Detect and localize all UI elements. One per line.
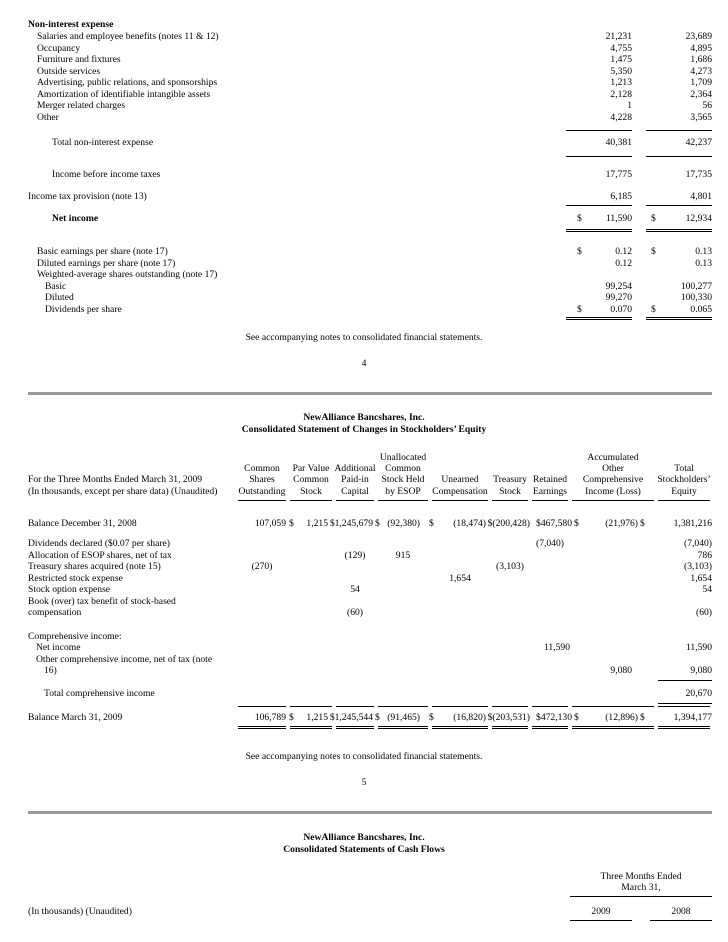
- footnote: See accompanying notes to consolidated financial statements.: [245, 332, 483, 343]
- double-rule: [566, 317, 632, 320]
- expense-2008: 2,364: [690, 88, 712, 100]
- rule: [378, 500, 428, 501]
- eps-label: Basic earnings per share (note 17): [37, 246, 168, 257]
- balance-cell: 107,059: [254, 518, 286, 529]
- footnote: See accompanying notes to consolidated financial statements.: [245, 751, 483, 762]
- activity-unearned: 1,654: [449, 572, 471, 584]
- rule: [658, 500, 710, 501]
- rule: [566, 156, 632, 157]
- balance-cell: $: [289, 518, 294, 529]
- balance-cell: $: [429, 712, 434, 723]
- rule: [336, 706, 374, 707]
- column-header: Treasury: [493, 474, 527, 485]
- expense-2008: 1,709: [690, 77, 712, 88]
- rule: [566, 130, 632, 131]
- expense-2008: 3,565: [690, 111, 712, 123]
- balance-cell: $: [574, 518, 579, 529]
- rule: [336, 500, 374, 501]
- period-line-1: For the Three Months Ended March 31, 2009: [28, 474, 203, 485]
- ibt-2008: 17,735: [685, 169, 712, 180]
- rule: [290, 706, 332, 707]
- eps-2009: 0.12: [615, 257, 632, 269]
- column-header: Income (Loss): [585, 486, 641, 497]
- expense-2009: 2,128: [610, 88, 632, 100]
- balance-cell: $: [429, 518, 434, 529]
- balance-cell: $(200,428): [487, 518, 530, 529]
- column-header: Stock Held: [381, 474, 425, 485]
- noninterest-header: Non-interest expense: [28, 19, 114, 30]
- net-income-label: Net income: [52, 213, 99, 224]
- rule: [572, 706, 654, 707]
- expense-label: Occupancy: [37, 42, 81, 54]
- column-header: Stock: [499, 486, 521, 497]
- column-header: Earnings: [532, 486, 568, 497]
- eps-2008: 100,330: [680, 292, 712, 303]
- rule: [572, 500, 654, 501]
- activity-treasury: (3,103): [496, 561, 524, 572]
- expense-label: Outside services: [37, 65, 101, 77]
- balance-cell: (92,380): [387, 518, 420, 529]
- column-header: Common: [293, 474, 329, 485]
- tax-2008: 4,801: [690, 191, 712, 202]
- statement-title: Consolidated Statements of Cash Flows: [283, 844, 445, 855]
- double-rule: [336, 726, 374, 729]
- page-separator: [28, 811, 712, 814]
- period-line-2: (In thousands, except per share data) (Unaudited): [28, 486, 218, 497]
- column-header: Capital: [341, 486, 369, 497]
- rule: [492, 500, 528, 501]
- expense-2009: 1,213: [610, 77, 632, 88]
- activity-esop: 915: [395, 549, 411, 561]
- column-header: Total: [674, 463, 694, 474]
- rule: [290, 500, 332, 501]
- rule: [650, 920, 712, 921]
- activity-total: (60): [696, 607, 712, 618]
- expense-2008: 4,273: [690, 65, 712, 77]
- column-header: Compensation: [432, 486, 488, 497]
- expense-2008: 23,689: [685, 31, 712, 42]
- column-header: Unearned: [441, 474, 479, 485]
- rule: [532, 706, 568, 707]
- eps-currency-2009: $: [577, 246, 582, 257]
- column-header: Unallocated: [379, 452, 427, 463]
- eps-label: Diluted: [45, 292, 74, 303]
- balance-cell: (16,820): [453, 712, 486, 723]
- double-rule: [290, 726, 332, 729]
- net-income-2009: 11,590: [605, 213, 632, 224]
- balance-cell: 1,215: [306, 518, 328, 529]
- net-income-2008: 12,934: [685, 213, 712, 224]
- rule: [570, 920, 632, 921]
- expense-label: Merger related charges: [37, 100, 126, 111]
- double-rule: [646, 317, 712, 320]
- expense-2009: 5,350: [610, 65, 632, 77]
- expense-label: Other: [37, 111, 59, 123]
- balance-cell: (18,474): [453, 518, 486, 529]
- balance-cell: $(203,531): [487, 712, 530, 723]
- units-label: (In thousands) (Unaudited): [28, 906, 132, 917]
- balance-mar-label: Balance March 31, 2009: [28, 712, 123, 723]
- ci-oci-aoci: 9,080: [610, 665, 632, 676]
- expense-2008: 4,895: [690, 42, 712, 54]
- expense-label: Amortization of identifiable intangible assets: [37, 88, 211, 100]
- eps-label: Diluted earnings per share (note 17): [37, 257, 176, 269]
- ci-oci-total: 9,080: [690, 665, 712, 676]
- page-number: 5: [361, 777, 367, 788]
- balance-cell: $467,580: [536, 518, 572, 529]
- column-header: Paid-in: [341, 474, 369, 485]
- net-income-currency-2008: $: [651, 213, 656, 224]
- activity-apic: 54: [350, 584, 360, 595]
- eps-2008: 100,277: [680, 280, 712, 292]
- balance-dec-label: Balance December 31, 2008: [28, 518, 137, 529]
- rule: [658, 680, 712, 681]
- net-income-currency-2009: $: [577, 213, 582, 224]
- activity-label: compensation: [28, 607, 82, 618]
- balance-cell: $: [640, 518, 645, 529]
- total-noninterest-2009: 40,381: [605, 137, 632, 148]
- total-noninterest-2008: 42,237: [685, 137, 712, 148]
- balance-cell: $: [574, 712, 579, 723]
- ci-total: 20,670: [685, 688, 712, 699]
- company-name: NewAlliance Bancshares, Inc.: [303, 832, 425, 843]
- ci-net-total: 11,590: [685, 642, 712, 653]
- eps-label: Dividends per share: [45, 303, 122, 315]
- expense-2008: 1,686: [690, 54, 712, 65]
- column-header: Shares: [249, 474, 275, 485]
- activity-total: (7,040): [684, 538, 712, 549]
- balance-cell: $1,245,679: [329, 518, 373, 529]
- column-header: Stock: [300, 486, 322, 497]
- column-header: Outstanding: [238, 486, 286, 497]
- expense-label: Furniture and fixtures: [37, 54, 121, 65]
- activity-label: Stock option expense: [28, 584, 111, 595]
- balance-cell: $: [640, 712, 645, 723]
- column-header: Par Value: [292, 463, 330, 474]
- activity-label: Restricted stock expense: [28, 572, 123, 584]
- statement-title: Consolidated Statement of Changes in Stockholders’ Equity: [241, 424, 487, 435]
- rule: [378, 706, 428, 707]
- period-line-2: March 31,: [621, 882, 661, 893]
- rule: [646, 130, 712, 131]
- balance-cell: $: [375, 712, 380, 723]
- balance-cell: 106,789: [254, 712, 286, 723]
- page-number: 4: [361, 358, 367, 369]
- double-rule: [658, 726, 710, 729]
- expense-label: Advertising, public relations, and sponsorships: [37, 77, 218, 88]
- ci-header: Comprehensive income:: [28, 631, 122, 642]
- eps-2009: 0.12: [615, 246, 632, 257]
- rule: [238, 500, 286, 501]
- ibt-label: Income before income taxes: [52, 169, 161, 180]
- double-rule: [378, 726, 428, 729]
- rule: [646, 205, 712, 206]
- double-rule: [572, 726, 654, 729]
- balance-cell: (21,976): [605, 518, 638, 529]
- year-2008: 2008: [671, 906, 691, 917]
- double-rule: [492, 726, 528, 729]
- expense-2009: 1,475: [610, 54, 632, 65]
- activity-label: Dividends declared ($0.07 per share): [28, 538, 170, 549]
- balance-cell: (12,896): [605, 712, 638, 723]
- column-header: Equity: [671, 486, 697, 497]
- eps-2009: 99,254: [605, 280, 632, 292]
- rule: [658, 703, 712, 704]
- eps-2008: 0.065: [690, 303, 712, 315]
- rule: [566, 205, 632, 206]
- double-rule: [566, 229, 632, 232]
- year-2009: 2009: [591, 906, 611, 917]
- activity-shares: (270): [251, 561, 273, 572]
- column-header: by ESOP: [385, 486, 421, 497]
- column-header: Accumulated: [587, 452, 639, 463]
- eps-2009: 0.070: [610, 303, 632, 315]
- column-header: Stockholders’: [657, 474, 711, 485]
- eps-currency-2009: $: [577, 303, 582, 315]
- activity-total: 1,654: [690, 572, 712, 584]
- rule: [432, 500, 488, 501]
- expense-2009: 1: [627, 100, 632, 111]
- balance-cell: $472,130: [536, 712, 572, 723]
- period-line-1: Three Months Ended: [600, 871, 682, 882]
- rule: [532, 500, 568, 501]
- eps-2008: 0.13: [695, 246, 712, 257]
- double-rule: [646, 229, 712, 232]
- ci-net-label: Net income: [36, 642, 81, 653]
- column-header: Additional: [334, 463, 376, 474]
- activity-retained: (7,040): [536, 538, 564, 549]
- page-separator: [28, 392, 712, 395]
- company-name: NewAlliance Bancshares, Inc.: [303, 412, 425, 423]
- eps-2009: 99,270: [605, 292, 632, 303]
- rule: [658, 706, 710, 707]
- activity-total: 786: [697, 549, 712, 561]
- activity-label: Book (over) tax benefit of stock-based: [28, 595, 176, 607]
- balance-cell: (91,465): [387, 712, 420, 723]
- activity-apic: (129): [344, 549, 366, 561]
- activity-label: Allocation of ESOP shares, net of tax: [28, 549, 172, 561]
- double-rule: [238, 726, 286, 729]
- eps-currency-2008: $: [651, 246, 656, 257]
- rule: [238, 706, 286, 707]
- column-header: Retained: [532, 474, 568, 485]
- balance-cell: $: [375, 518, 380, 529]
- rule: [492, 706, 528, 707]
- balance-cell: $: [289, 712, 294, 723]
- activity-label: Treasury shares acquired (note 15): [28, 561, 161, 572]
- balance-cell: $1,245,544: [329, 712, 373, 723]
- eps-label: Weighted-average shares outstanding (note 17): [37, 269, 218, 280]
- expense-2009: 4,755: [610, 42, 632, 54]
- activity-total: (3,103): [684, 561, 712, 572]
- eps-2008: 0.13: [695, 257, 712, 269]
- balance-cell: 1,394,177: [673, 712, 712, 723]
- ci-oci-label-2: 16): [44, 665, 57, 676]
- column-header: Comprehensive: [582, 474, 644, 485]
- double-rule: [532, 726, 568, 729]
- activity-total: 54: [702, 584, 712, 595]
- eps-label: Basic: [45, 280, 67, 292]
- balance-cell: 1,215: [306, 712, 328, 723]
- expense-2009: 4,228: [610, 111, 632, 123]
- rule: [570, 896, 712, 897]
- rule: [432, 706, 488, 707]
- column-header: Other: [602, 463, 624, 474]
- expense-2009: 21,231: [605, 31, 632, 42]
- column-header: Common: [385, 463, 421, 474]
- ci-total-label: Total comprehensive income: [44, 688, 155, 699]
- eps-currency-2008: $: [651, 303, 656, 315]
- balance-cell: 1,381,216: [673, 518, 712, 529]
- double-rule: [432, 726, 488, 729]
- ibt-2009: 17,775: [605, 169, 632, 180]
- tax-2009: 6,185: [610, 191, 632, 202]
- ci-net-retained: 11,590: [543, 642, 570, 653]
- column-header: Common: [244, 463, 280, 474]
- expense-label: Salaries and employee benefits (notes 11 & 12): [37, 31, 219, 42]
- ci-oci-label-1: Other comprehensive income, net of tax (note: [36, 654, 213, 665]
- tax-label: Income tax provision (note 13): [28, 191, 147, 202]
- total-noninterest-label: Total non-interest expense: [52, 137, 154, 148]
- expense-2008: 56: [702, 100, 712, 111]
- rule: [646, 156, 712, 157]
- activity-apic: (60): [347, 607, 363, 618]
